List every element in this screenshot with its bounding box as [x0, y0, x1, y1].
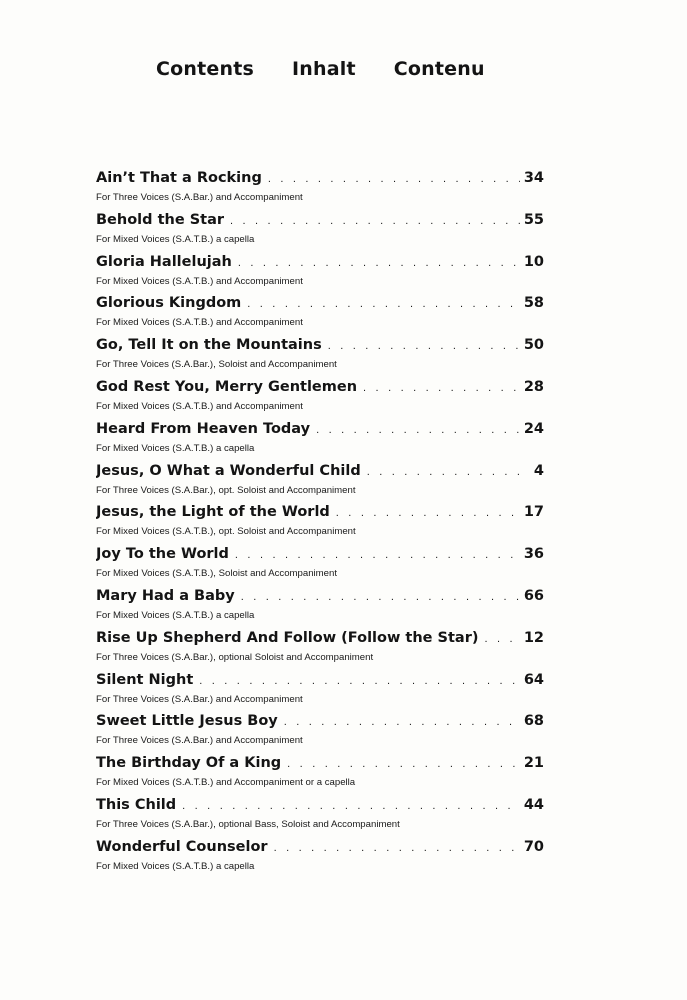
- song-title: Glorious Kingdom: [96, 295, 242, 312]
- page-number: 70: [523, 838, 544, 855]
- page-number: 55: [523, 211, 544, 228]
- dot-leader: [235, 549, 520, 561]
- toc-entry-line: [96, 421, 544, 442]
- dot-leader: [284, 716, 520, 728]
- title-french: Contenu: [393, 58, 485, 80]
- toc-entry-line: [96, 463, 544, 484]
- toc-entry: [96, 295, 544, 337]
- dot-leader: [274, 842, 520, 854]
- song-title: Silent Night: [96, 671, 194, 688]
- song-title: Joy To the World: [96, 546, 229, 563]
- song-title: Gloria Hallelujah: [96, 253, 232, 270]
- page-header: [156, 58, 485, 90]
- page-number: 34: [523, 170, 544, 186]
- song-title: Wonderful Counselor: [96, 838, 268, 855]
- page-number: 68: [523, 713, 544, 730]
- voicing-description: For Mixed Voices (S.A.T.B.) and Accompaniment: [96, 400, 303, 412]
- toc-entry-line: [96, 672, 544, 693]
- dot-leader: [238, 257, 520, 269]
- toc-entry-line: [96, 797, 544, 818]
- title-english: Contents: [156, 58, 255, 80]
- song-title: This Child: [96, 796, 177, 813]
- voicing-description: For Three Voices (S.A.Bar.), optional Soloist and Accompaniment: [96, 651, 374, 663]
- song-title: Sweet Little Jesus Boy: [96, 713, 278, 730]
- voicing-description: For Three Voices (S.A.Bar.), opt. Soloist and Accompaniment: [96, 484, 356, 496]
- dot-leader: [316, 424, 520, 436]
- voicing-description: For Mixed Voices (S.A.T.B.) a capella: [96, 442, 255, 454]
- toc-entry: [96, 212, 544, 254]
- voicing-description: For Mixed Voices (S.A.T.B.) and Accompaniment: [96, 317, 303, 329]
- toc-entry-line: [96, 713, 544, 734]
- voicing-description: For Mixed Voices (S.A.T.B.), opt. Soloist and Accompaniment: [96, 526, 356, 538]
- toc-entry-line: [96, 254, 544, 275]
- toc-entry: [96, 337, 544, 379]
- toc-entry: [96, 797, 544, 839]
- page-number: 24: [523, 420, 544, 437]
- page-number: 58: [523, 295, 544, 312]
- song-title: Heard From Heaven Today: [96, 420, 311, 437]
- dot-leader: [367, 466, 530, 478]
- voicing-description: For Three Voices (S.A.Bar.) and Accompaniment: [96, 693, 303, 705]
- toc-entry-line: [96, 546, 544, 567]
- song-title: Jesus, O What a Wonderful Child: [96, 462, 361, 479]
- toc-entry-line: [96, 755, 544, 776]
- voicing-description: For Mixed Voices (S.A.T.B.) a capella: [96, 860, 255, 872]
- toc-entry-line: [96, 170, 544, 191]
- toc-entry: [96, 546, 544, 588]
- toc-entry-line: [96, 588, 544, 609]
- toc-entry: [96, 672, 544, 714]
- title-german: Inhalt: [292, 58, 356, 80]
- toc-entry-line: [96, 295, 544, 316]
- toc-entry-line: [96, 504, 544, 525]
- page-number: 4: [533, 462, 544, 479]
- page-number: 66: [523, 587, 544, 604]
- voicing-description: For Three Voices (S.A.Bar.) and Accompaniment: [96, 192, 303, 203]
- dot-leader: [287, 758, 520, 770]
- voicing-description: For Three Voices (S.A.Bar.), optional Bass, Soloist and Accompaniment: [96, 818, 400, 830]
- page-number: 10: [523, 253, 544, 270]
- song-title: Ain’t That a Rocking: [96, 170, 262, 186]
- song-title: God Rest You, Merry Gentlemen: [96, 378, 358, 395]
- dot-leader: [199, 675, 520, 687]
- page-number: 17: [523, 504, 544, 521]
- dot-leader: [268, 173, 520, 185]
- toc-entry: [96, 379, 544, 421]
- page-number: 36: [523, 546, 544, 563]
- toc-entry-line: [96, 839, 544, 860]
- voicing-description: For Mixed Voices (S.A.T.B.), Soloist and Accompaniment: [96, 568, 338, 580]
- page-number: 50: [523, 337, 544, 354]
- toc-entry: [96, 504, 544, 546]
- dot-leader: [363, 382, 520, 394]
- toc-entry: [96, 170, 544, 212]
- toc-entry: [96, 713, 544, 755]
- page-number: 44: [523, 796, 544, 813]
- dot-leader: [328, 340, 520, 352]
- toc-entry: [96, 421, 544, 463]
- dot-leader: [182, 800, 520, 812]
- voicing-description: For Three Voices (S.A.Bar.) and Accompaniment: [96, 735, 303, 747]
- toc-entry: [96, 254, 544, 296]
- toc-entry: [96, 463, 544, 505]
- toc-entry: [96, 630, 544, 672]
- toc-entry: [96, 839, 544, 881]
- voicing-description: For Three Voices (S.A.Bar.), Soloist and Accompaniment: [96, 359, 337, 371]
- voicing-description: For Mixed Voices (S.A.T.B.) and Accompaniment: [96, 275, 303, 287]
- toc-entry: [96, 755, 544, 797]
- voicing-description: For Mixed Voices (S.A.T.B.) and Accompaniment or a capella: [96, 777, 356, 789]
- song-title: Go, Tell It on the Mountains: [96, 337, 322, 354]
- toc-entry: [96, 588, 544, 630]
- page-number: 28: [523, 378, 544, 395]
- dot-leader: [230, 215, 520, 227]
- song-title: Behold the Star: [96, 211, 225, 228]
- page-number: 12: [523, 629, 544, 646]
- dot-leader: [241, 591, 520, 603]
- toc-entry-line: [96, 379, 544, 400]
- page-number: 64: [523, 671, 544, 688]
- voicing-description: For Mixed Voices (S.A.T.B.) a capella: [96, 233, 255, 245]
- song-title: Mary Had a Baby: [96, 587, 235, 604]
- song-title: The Birthday Of a King: [96, 755, 282, 772]
- song-title: Jesus, the Light of the World: [96, 504, 330, 521]
- page-number: 21: [523, 755, 544, 772]
- table-of-contents: [96, 170, 544, 881]
- dot-leader: [247, 298, 520, 310]
- toc-entry-line: [96, 337, 544, 358]
- toc-entry-line: [96, 630, 544, 651]
- dot-leader: [336, 507, 520, 519]
- voicing-description: For Mixed Voices (S.A.T.B.) a capella: [96, 609, 255, 621]
- song-title: Rise Up Shepherd And Follow (Follow the Star): [96, 629, 479, 646]
- toc-entry-line: [96, 212, 544, 233]
- dot-leader: [485, 633, 520, 645]
